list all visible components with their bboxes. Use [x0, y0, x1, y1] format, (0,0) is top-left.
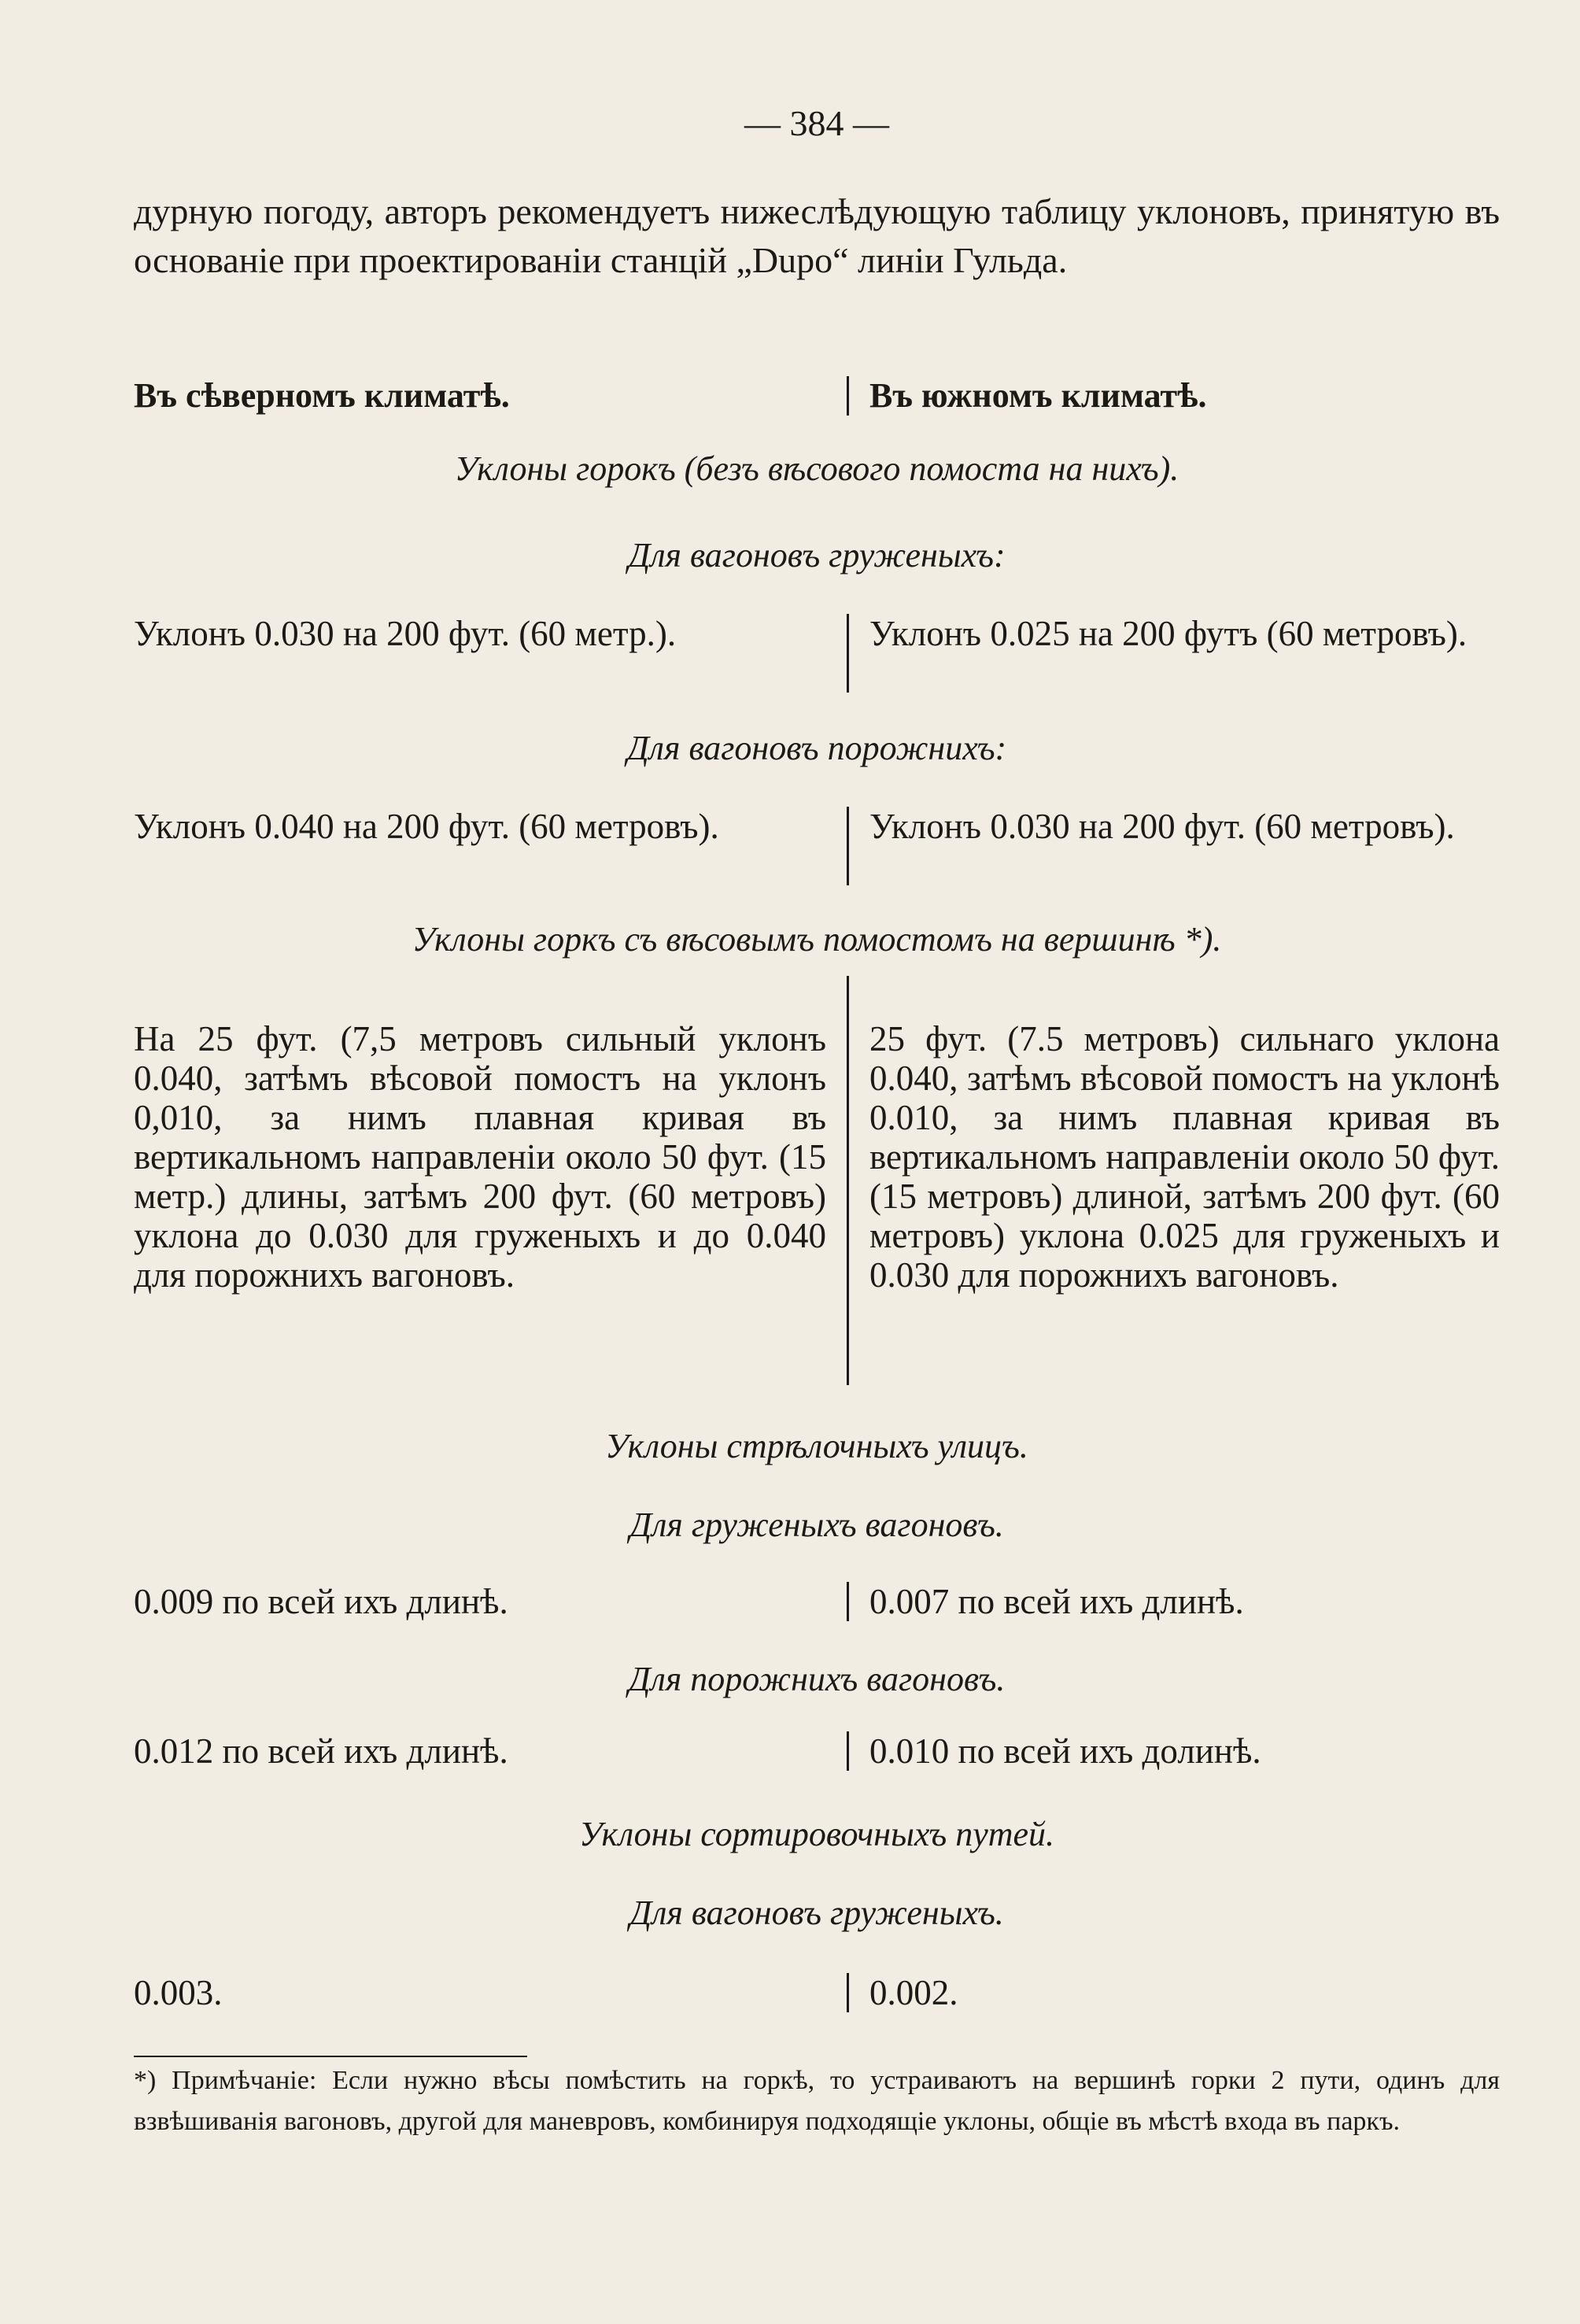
section3-empty-row: [134, 1731, 1500, 1771]
section1-loaded-heading: Для вагоновъ груженыхъ:: [628, 536, 1006, 575]
footnote-rule: [134, 2056, 527, 2057]
south-climate-heading: Въ южномъ климатѣ.: [869, 376, 1207, 415]
section3-empty-left: 0.012 по всей ихъ длинѣ.: [134, 1731, 508, 1771]
page: [134, 0, 1500, 2324]
intro-paragraph: дурную погоду, авторъ рекомендуетъ нижеслѣдующую таблицу уклоновъ, принятую въ основаніе при проектированіи станцій „Dupo“ линіи Гульда.: [134, 191, 1500, 280]
section1-title: Уклоны горокъ (безъ вѣсового помоста на нихъ).: [454, 449, 1179, 488]
section1-empty-row: [134, 807, 1500, 885]
section4-right: 0.002.: [869, 1973, 958, 2012]
section1-loaded-row: [134, 614, 1500, 693]
section4-title: Уклоны сортировочныхъ путей.: [578, 1815, 1055, 1853]
section1-empty-heading: Для вагоновъ порожнихъ:: [626, 729, 1007, 767]
section1-empty-left: Уклонъ 0.040 на 200 фут. (60 метровъ).: [134, 807, 719, 846]
section2-row: [134, 1019, 1500, 1385]
climate-header-row: [134, 376, 1500, 416]
section3-loaded-row: [134, 1582, 1500, 1621]
section2-title: Уклоны горкъ съ вѣсовымъ помостомъ на вершинѣ *).: [412, 920, 1222, 959]
section2-left: На 25 фут. (7,5 метровъ сильный уклонъ 0.040, затѣмъ вѣсовой помостъ на уклонъ 0,010, за нимъ плавная кривая въ вертикальномъ направленіи около 50 фут. (15 метр.) длины, затѣмъ 200 фут. (60 метровъ) уклона до 0.030 для груженыхъ и до 0.040 для порожнихъ вагоновъ.: [134, 1019, 826, 1295]
section2-right: 25 фут. (7.5 метровъ) сильнаго уклона 0.040, затѣмъ вѣсовой помостъ на уклонѣ 0.010, за нимъ плавная кривая въ вертикальномъ направленіи около 50 фут. (15 метровъ) длиной, затѣмъ 200 фут. (60 метровъ) уклона 0.025 для груженыхъ и 0.030 для порожнихъ вагоновъ.: [869, 1019, 1500, 1295]
section3-loaded-left: 0.009 по всей ихъ длинѣ.: [134, 1582, 508, 1621]
section4-loaded-heading: Для вагоновъ груженыхъ.: [629, 1894, 1004, 1932]
section3-title: Уклоны стрѣлочныхъ улицъ.: [605, 1427, 1028, 1465]
section4-row: [134, 1973, 1500, 2012]
section1-loaded-right: Уклонъ 0.025 на 200 футъ (60 метровъ).: [869, 614, 1467, 653]
north-climate-heading: Въ сѣверномъ климатѣ.: [134, 376, 510, 415]
section3-loaded-heading: Для груженыхъ вагоновъ.: [629, 1506, 1004, 1544]
section1-loaded-left: Уклонъ 0.030 на 200 фут. (60 метр.).: [134, 614, 677, 653]
section3-empty-heading: Для порожнихъ вагоновъ.: [628, 1660, 1006, 1698]
section3-empty-right: 0.010 по всей ихъ долинѣ.: [869, 1731, 1261, 1771]
section1-empty-right: Уклонъ 0.030 на 200 фут. (60 метровъ).: [869, 807, 1455, 846]
section4-left: 0.003.: [134, 1973, 223, 2012]
section3-loaded-right: 0.007 по всей ихъ длинѣ.: [869, 1582, 1244, 1621]
page-number: — 384 —: [744, 103, 889, 143]
footnote: *) Примѣчаніе: Если нужно вѣсы помѣстить на горкѣ, то устраиваютъ на вершинѣ горки 2 пути, одинъ для взвѣшиванія вагоновъ, другой для маневровъ, комбинируя подходящіе уклоны, общіе въ мѣстѣ входа въ паркъ.: [134, 2066, 1500, 2136]
